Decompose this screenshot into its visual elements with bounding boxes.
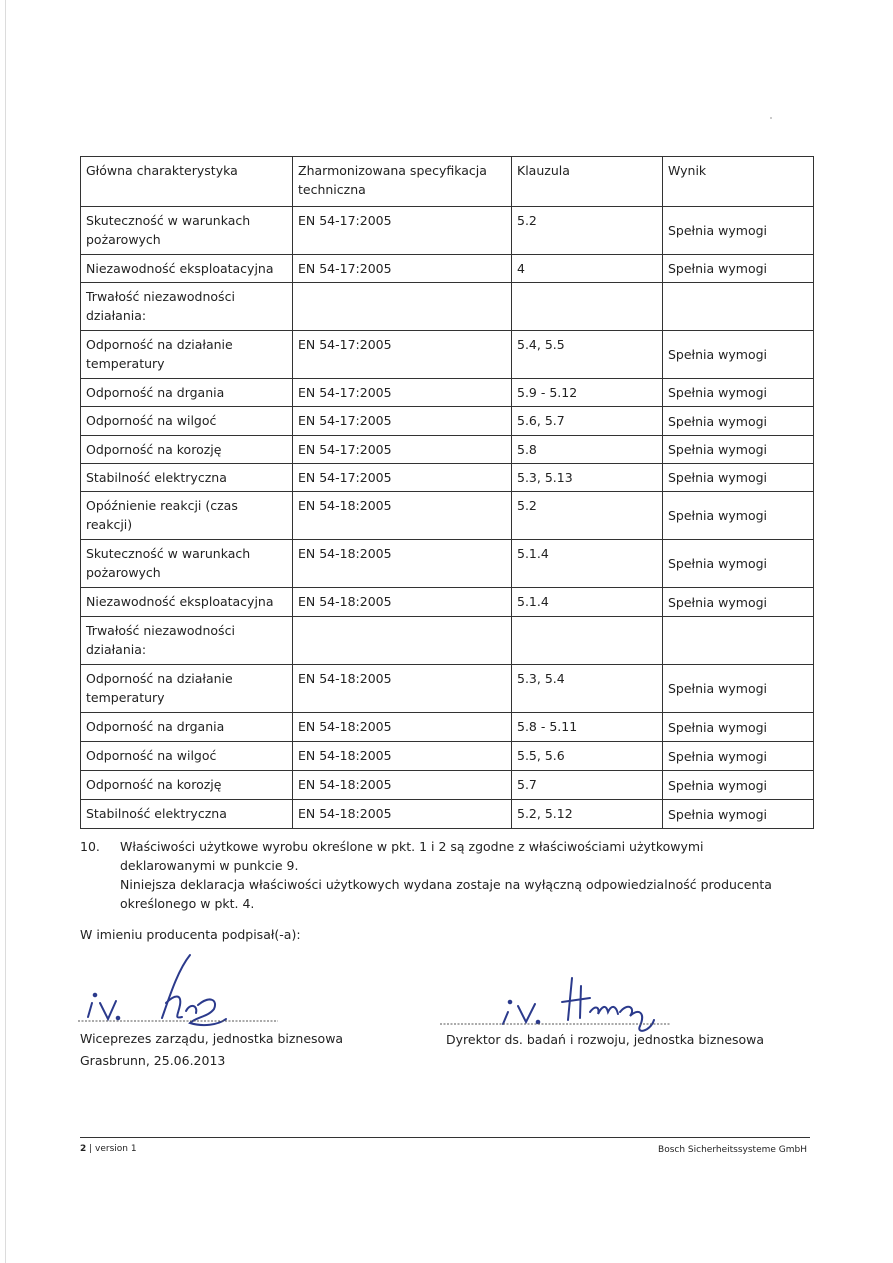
left-signatory-role: Wiceprezes zarządu, jednostka biznesowa xyxy=(80,1031,344,1046)
specification-cell: EN 54-18:2005 xyxy=(293,540,512,588)
result-cell: Spełnia wymogi xyxy=(663,588,814,617)
right-signatory-role: Dyrektor ds. badań i rozwoju, jednostka biznesowa xyxy=(446,1032,765,1047)
specification-cell: EN 54-17:2005 xyxy=(293,255,512,283)
clause-cell: 5.1.4 xyxy=(512,540,663,588)
table-row xyxy=(81,742,814,771)
table-row xyxy=(81,800,814,829)
table-row xyxy=(81,771,814,800)
specification-cell: EN 54-18:2005 xyxy=(293,800,512,829)
result-cell: Spełnia wymogi xyxy=(663,255,814,283)
clause-cell: 4 xyxy=(512,255,663,283)
table-header-cell: Klauzula xyxy=(512,157,663,207)
characteristic-cell: Odporność na wilgoć xyxy=(81,742,293,771)
table-row xyxy=(81,492,814,540)
characteristic-cell: Trwałość niezawodności działania: xyxy=(81,617,293,665)
table-row xyxy=(81,540,814,588)
table-row xyxy=(81,255,814,283)
right-signature xyxy=(440,968,680,1038)
characteristic-cell: Niezawodność eksploatacyjna xyxy=(81,255,293,283)
footer-page-info xyxy=(80,1144,137,1154)
clause-cell: 5.8 xyxy=(512,436,663,464)
characteristics-table xyxy=(80,156,814,829)
clause-cell: 5.5, 5.6 xyxy=(512,742,663,771)
specification-cell: EN 54-18:2005 xyxy=(293,588,512,617)
section-number: 10. xyxy=(80,839,100,854)
page-number: 2 xyxy=(80,1144,87,1154)
table-header-cell: Zharmonizowana specyfikacja techniczna xyxy=(293,157,512,207)
table-row xyxy=(81,436,814,464)
characteristic-cell: Opóźnienie reakcji (czas reakcji) xyxy=(81,492,293,540)
result-cell: Spełnia wymogi xyxy=(663,207,814,255)
clause-cell: 5.2, 5.12 xyxy=(512,800,663,829)
place-and-date: Grasbrunn, 25.06.2013 xyxy=(80,1053,226,1068)
footer-rule xyxy=(80,1137,810,1138)
table-row xyxy=(81,283,814,331)
clause-cell: 5.7 xyxy=(512,771,663,800)
characteristic-cell: Trwałość niezawodności działania: xyxy=(81,283,293,331)
specification-cell: EN 54-17:2005 xyxy=(293,436,512,464)
table-row xyxy=(81,588,814,617)
clause-cell: 5.8 - 5.11 xyxy=(512,713,663,742)
specification-cell: EN 54-18:2005 xyxy=(293,713,512,742)
specification-cell: EN 54-17:2005 xyxy=(293,379,512,407)
specification-cell xyxy=(293,617,512,665)
characteristic-cell: Skuteczność w warunkach pożarowych xyxy=(81,540,293,588)
specification-cell xyxy=(293,283,512,331)
result-cell: Spełnia wymogi xyxy=(663,464,814,492)
specification-cell: EN 54-17:2005 xyxy=(293,331,512,379)
result-cell: Spełnia wymogi xyxy=(663,771,814,800)
characteristic-cell: Odporność na korozję xyxy=(81,771,293,800)
table-row xyxy=(81,379,814,407)
clause-cell: 5.6, 5.7 xyxy=(512,407,663,436)
clause-cell: 5.9 - 5.12 xyxy=(512,379,663,407)
table-row xyxy=(81,331,814,379)
scan-speck xyxy=(770,117,772,119)
characteristic-cell: Odporność na działanie temperatury xyxy=(81,331,293,379)
table-header-row xyxy=(81,157,814,207)
clause-cell: 5.3, 5.4 xyxy=(512,665,663,713)
table-row xyxy=(81,464,814,492)
specification-cell: EN 54-18:2005 xyxy=(293,492,512,540)
result-cell: Spełnia wymogi xyxy=(663,540,814,588)
table-header-cell: Wynik xyxy=(663,157,814,207)
result-cell: Spełnia wymogi xyxy=(663,492,814,540)
characteristic-cell: Odporność na korozję xyxy=(81,436,293,464)
characteristic-cell: Skuteczność w warunkach pożarowych xyxy=(81,207,293,255)
result-cell: Spełnia wymogi xyxy=(663,436,814,464)
table-row xyxy=(81,617,814,665)
table-row xyxy=(81,207,814,255)
table-header-cell: Główna charakterystyka xyxy=(81,157,293,207)
characteristic-cell: Stabilność elektryczna xyxy=(81,800,293,829)
section-paragraph-2: Niniejsza deklaracja właściwości użytkowych wydana zostaje na wyłączną odpowiedzialność producenta określonego w pkt. 4. xyxy=(120,877,772,911)
page-edge xyxy=(5,0,6,1263)
clause-cell xyxy=(512,283,663,331)
clause-cell: 5.2 xyxy=(512,492,663,540)
result-cell: Spełnia wymogi xyxy=(663,331,814,379)
footer-company: Bosch Sicherheitssysteme GmbH xyxy=(658,1145,807,1155)
result-cell: Spełnia wymogi xyxy=(663,665,814,713)
clause-cell: 5.4, 5.5 xyxy=(512,331,663,379)
clause-cell: 5.2 xyxy=(512,207,663,255)
result-cell: Spełnia wymogi xyxy=(663,742,814,771)
characteristic-cell: Odporność na działanie temperatury xyxy=(81,665,293,713)
characteristic-cell: Odporność na drgania xyxy=(81,713,293,742)
specification-cell: EN 54-18:2005 xyxy=(293,665,512,713)
clause-cell: 5.1.4 xyxy=(512,588,663,617)
result-cell xyxy=(663,617,814,665)
clause-cell xyxy=(512,617,663,665)
table-row xyxy=(81,665,814,713)
specification-cell: EN 54-17:2005 xyxy=(293,207,512,255)
characteristic-cell: Niezawodność eksploatacyjna xyxy=(81,588,293,617)
section-text xyxy=(120,837,800,913)
section-paragraph-1: Właściwości użytkowe wyrobu określone w pkt. 1 i 2 są zgodne z właściwościami użytkowymi deklarowanymi w punkcie 9. xyxy=(120,839,704,873)
table-row xyxy=(81,407,814,436)
signed-on-behalf-label: W imieniu producenta podpisał(-a): xyxy=(80,927,301,942)
specification-cell: EN 54-17:2005 xyxy=(293,407,512,436)
table-row xyxy=(81,713,814,742)
result-cell: Spełnia wymogi xyxy=(663,407,814,436)
version-label: | version 1 xyxy=(89,1144,137,1154)
specification-cell: EN 54-18:2005 xyxy=(293,771,512,800)
specification-cell: EN 54-18:2005 xyxy=(293,742,512,771)
characteristic-cell: Odporność na wilgoć xyxy=(81,407,293,436)
result-cell: Spełnia wymogi xyxy=(663,800,814,829)
specification-cell: EN 54-17:2005 xyxy=(293,464,512,492)
characteristic-cell: Stabilność elektryczna xyxy=(81,464,293,492)
result-cell xyxy=(663,283,814,331)
result-cell: Spełnia wymogi xyxy=(663,713,814,742)
result-cell: Spełnia wymogi xyxy=(663,379,814,407)
left-signature xyxy=(78,945,278,1030)
characteristic-cell: Odporność na drgania xyxy=(81,379,293,407)
clause-cell: 5.3, 5.13 xyxy=(512,464,663,492)
